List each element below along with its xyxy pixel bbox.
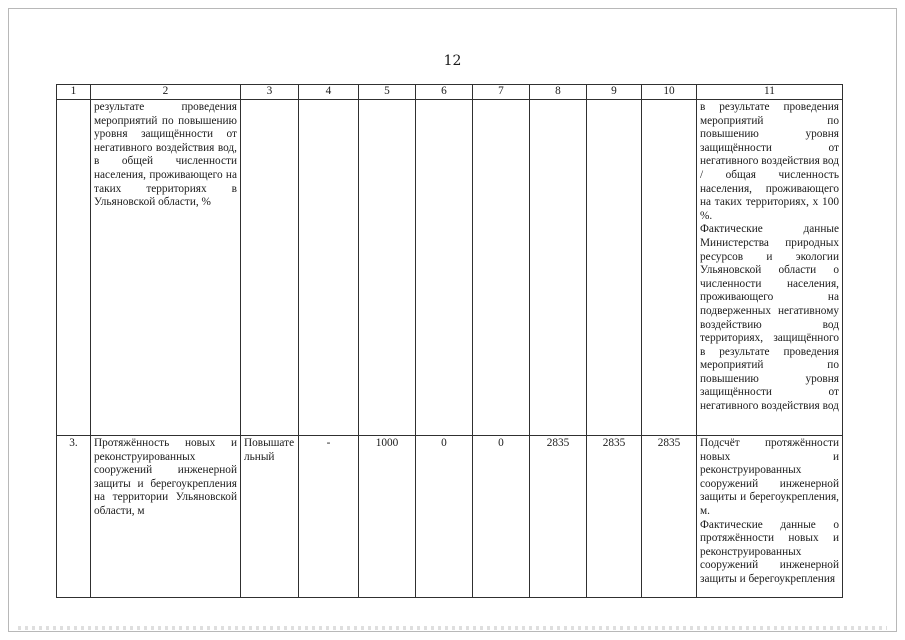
table-header-row	[57, 85, 843, 100]
table-row	[57, 436, 843, 598]
table-cell: 2835	[642, 436, 697, 598]
column-header: 7	[473, 85, 530, 100]
table-cell	[473, 100, 530, 436]
column-header: 4	[299, 85, 359, 100]
column-header: 3	[241, 85, 299, 100]
column-header: 8	[530, 85, 587, 100]
indicator-type-cell	[241, 100, 299, 436]
column-header: 2	[91, 85, 241, 100]
table-cell	[530, 100, 587, 436]
row-number-cell	[57, 100, 91, 436]
table-cell	[416, 100, 473, 436]
methodology-source-text: Фактические данные Министерства природных ресурсов и экологии Ульяновской области о численности населения, проживающего на подверженных негативному воздействию вод территориях, защищённого в результате проведения мероприятий по повышению уровня защищённости от негативного воздействия вод	[700, 223, 839, 413]
table-cell: 0	[416, 436, 473, 598]
column-header: 5	[359, 85, 416, 100]
table-cell: 1000	[359, 436, 416, 598]
column-header: 1	[57, 85, 91, 100]
table-cell	[299, 100, 359, 436]
column-header: 9	[587, 85, 642, 100]
table-row	[57, 100, 843, 436]
methodology-cell	[697, 436, 843, 598]
row-number-cell: 3.	[57, 436, 91, 598]
methodology-formula-text: в результате проведения мероприятий по повышению уровня защищённости от негативного воздействия вод / общая численность населения, проживающего на таких территориях, х 100 %.	[700, 101, 839, 222]
column-header: 6	[416, 85, 473, 100]
indicator-name-cell: результате проведения мероприятий по повышению уровня защищённости от негативного воздействия вод, в общей численности населения, проживающего на таких территориях в Ульяновской области, %	[91, 100, 241, 436]
table-cell	[359, 100, 416, 436]
table-cell	[587, 100, 642, 436]
column-header: 10	[642, 85, 697, 100]
methodology-source-text: Фактические данные о протяжённости новых и реконструированных сооружений инженерной защиты и берегоукрепления	[700, 518, 839, 585]
scan-artifact	[18, 626, 887, 630]
indicators-table	[56, 84, 843, 598]
methodology-formula-text: Подсчёт протяжённости новых и реконструированных сооружений инженерной защиты и берегоукрепления, м.	[700, 437, 839, 517]
table-cell: 2835	[587, 436, 642, 598]
table-cell: 2835	[530, 436, 587, 598]
table-cell	[642, 100, 697, 436]
page-number: 12	[443, 53, 462, 69]
indicator-type-cell: Повышательный	[241, 436, 299, 598]
table-cell: 0	[473, 436, 530, 598]
indicator-name-cell: Протяжённость новых и реконструированных сооружений инженерной защиты и берегоукрепления на территории Ульяновской области, м	[91, 436, 241, 598]
table-cell: -	[299, 436, 359, 598]
methodology-cell	[697, 100, 843, 436]
column-header: 11	[697, 85, 843, 100]
